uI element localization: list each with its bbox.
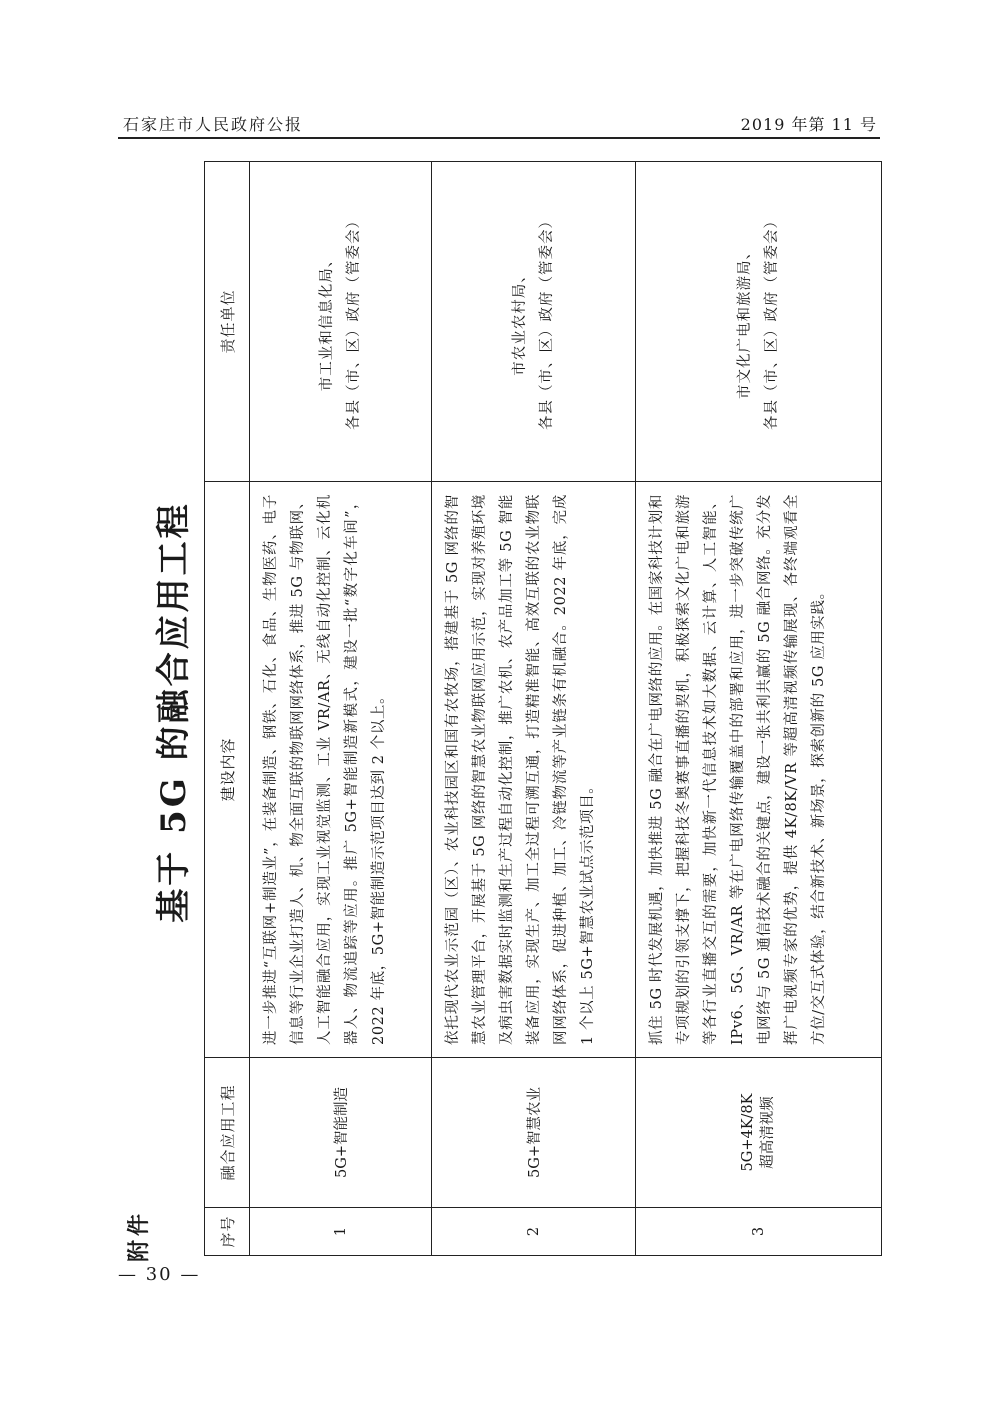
- row-number: 1: [250, 1208, 432, 1256]
- unit-line-2: 各县（市、区）政府（管委会）: [763, 213, 780, 430]
- project-name-line-2: 超高清视频: [760, 1096, 776, 1169]
- publication-name: 石家庄市人民政府公报: [123, 115, 304, 134]
- project-name: 5G+智慧农业: [432, 1058, 636, 1208]
- document-title: 基于 5G 的融合应用工程: [154, 501, 194, 923]
- attachment-label: 附件: [126, 1209, 152, 1262]
- header-divider: [118, 137, 880, 139]
- project-name: 5G+智能制造: [250, 1058, 432, 1208]
- construction-content: 抓住 5G 时代发展机遇，加快推进 5G 融合在广电网络的应用。在国家科技计划和专项规划的引领支撑下，把握科技冬奥赛事直播的契机，积极探索文化广电和旅游等各行业直播交互的需要，加快新一代信息技术如大数据、云计算、人工智能、IPv6、5G、VR/AR 等在广电网络传输覆盖中的部署和应用，进一步突破传统广电网络与 5G 通信技术融合的关键点，建设一张共利共赢的 5G 融合网络。充分发挥广电视频专家的优势，提供 4K/8K/VR 等超高清视频传输展现、各终端观看全方位/交互式体验，结合新技术、新场景，探索创新的 5G 应用实践。: [636, 482, 882, 1058]
- unit-line-1: 市农业农村局、: [511, 267, 528, 376]
- unit-line-2: 各县（市、区）政府（管委会）: [538, 213, 555, 430]
- table-row: [250, 162, 432, 1256]
- page-number: — 30 —: [118, 1264, 201, 1285]
- table-row: [432, 162, 636, 1256]
- row-number: 2: [432, 1208, 636, 1256]
- project-name: [636, 1058, 882, 1208]
- rotated-landscape-content: [118, 162, 878, 1262]
- responsible-unit: [250, 162, 432, 482]
- row-number: 3: [636, 1208, 882, 1256]
- unit-line-1: 市文化广电和旅游局、: [736, 244, 753, 399]
- header-unit: 责任单位: [205, 162, 250, 482]
- unit-line-2: 各县（市、区）政府（管委会）: [345, 213, 362, 430]
- responsible-unit: [432, 162, 636, 482]
- unit-line-1: 市工业和信息化局、: [318, 251, 335, 392]
- header-no: 序号: [205, 1208, 250, 1256]
- issue-number: 2019 年第 11 号: [740, 115, 877, 134]
- construction-content: 进一步推进“互联网+制造业”，在装备制造、钢铁、石化、食品、生物医药、电子信息等行业企业打造人、机、物全面互联的物联网网络体系，推进 5G 与物联网、人工智能融合应用，实现工业视觉监测、工业 VR/AR、无线自动化控制、云化机器人、物流追踪等应用。推广 5G+智能制造新模式，建设一批“数字化车间”，2022 年底，5G+智能制造示范项目达到 2 个以上。: [250, 482, 432, 1058]
- header-project: 融合应用工程: [205, 1058, 250, 1208]
- responsible-unit: [636, 162, 882, 482]
- projects-table: [204, 161, 882, 1256]
- table-header-row: [205, 162, 250, 1256]
- construction-content: 依托现代农业示范园（区）、农业科技园区和国有农牧场，搭建基于 5G 网络的智慧农业管理平台，开展基于 5G 网络的智慧农业物联网应用示范，实现对养殖环境及病虫害数据实时监测和生产过程自动化控制，推广农机、农产品加工等 5G 智能装备应用，实现生产、加工全过程可溯互通，打造精准智能、高效互联的农业物联网网络体系，促进种植、加工、冷链物流等产业链条有机融合。2022 年底，完成 1 个以上 5G+智慧农业试点示范项目。: [432, 482, 636, 1058]
- project-name-line-1: 5G+4K/8K: [740, 1093, 756, 1172]
- table-row: [636, 162, 882, 1256]
- header-content: 建设内容: [205, 482, 250, 1058]
